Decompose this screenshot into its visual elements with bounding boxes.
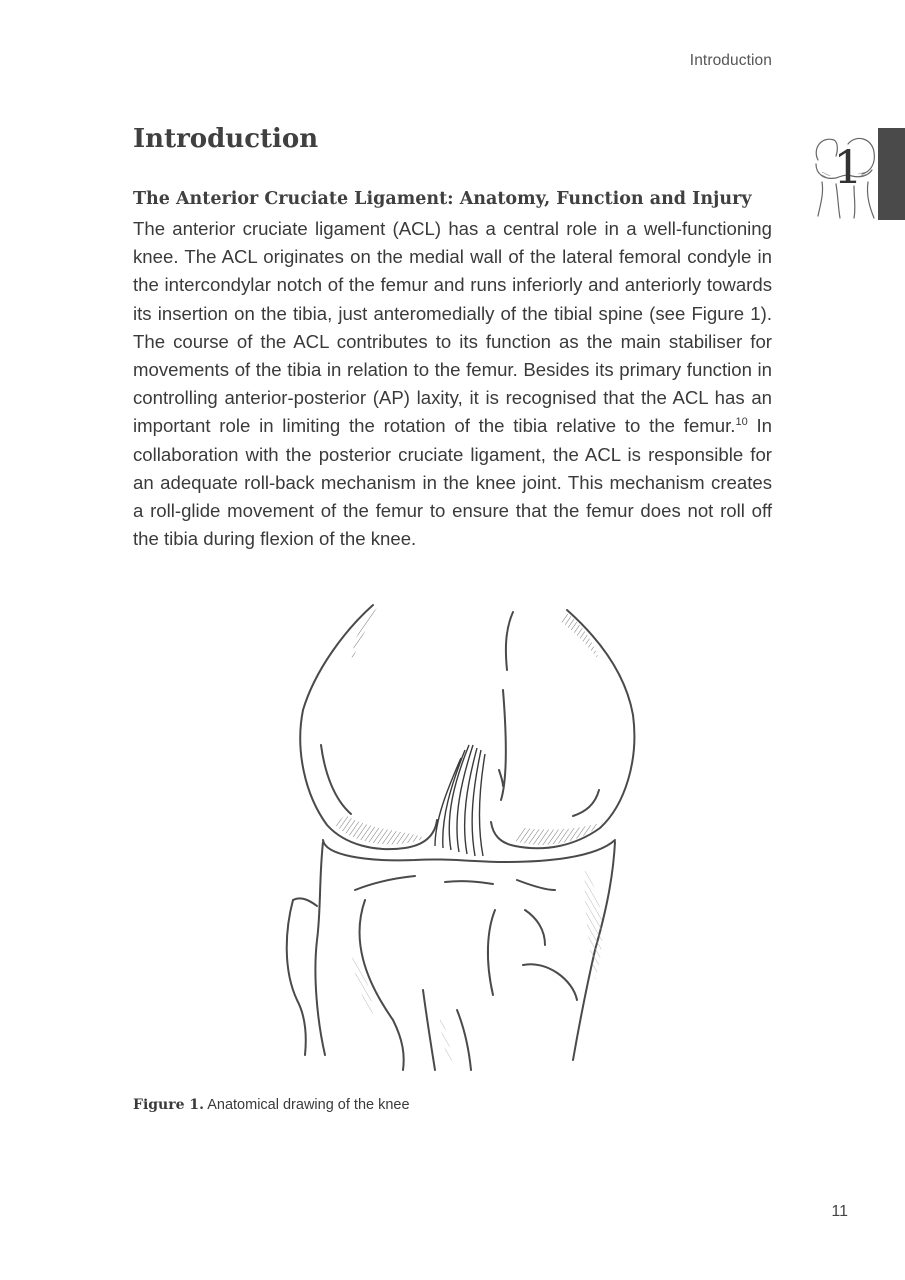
page-number: 11 [831,1203,848,1220]
chapter-number: 1 [833,140,863,194]
body-paragraph [133,215,772,553]
figure-caption-label: Figure 1. [133,1097,204,1113]
figure-caption-text: Anatomical drawing of the knee [204,1097,410,1113]
subsection-title: The Anterior Cruciate Ligament: Anatomy, Function and Injury [133,189,752,209]
paragraph-text-part-2: In collaboration with the posterior cruciate ligament, the ACL is responsible for an adequate roll-back mechanism in the knee joint. This mechanism creates a roll-glide movement of the femur to ensure that the femur does not roll off the tibia during flexion of the knee. [133,415,772,550]
figure-caption [133,1097,410,1113]
knee-anatomical-drawing [255,600,645,1080]
running-header: Introduction [689,52,772,69]
chapter-tab [878,128,905,220]
paragraph-text-part-1: The anterior cruciate ligament (ACL) has a central role in a well-functioning knee. The ACL originates on the medial wall of the lateral femoral condyle in the intercondylar notch of the femur and runs inferiorly and anteriorly towards its insertion on the tibia, just anteromedially of the tibial spine (see Figure 1). The course of the ACL contributes to its function as the main stabiliser for movements of the tibia in relation to the femur. Besides its primary function in controlling anterior-posterior (AP) laxity, it is recognised that the ACL has an important role in limiting the rotation of the tibia relative to the femur. [133,218,772,437]
citation-reference[interactable]: 10 [735,416,748,429]
section-title: Introduction [133,124,319,154]
